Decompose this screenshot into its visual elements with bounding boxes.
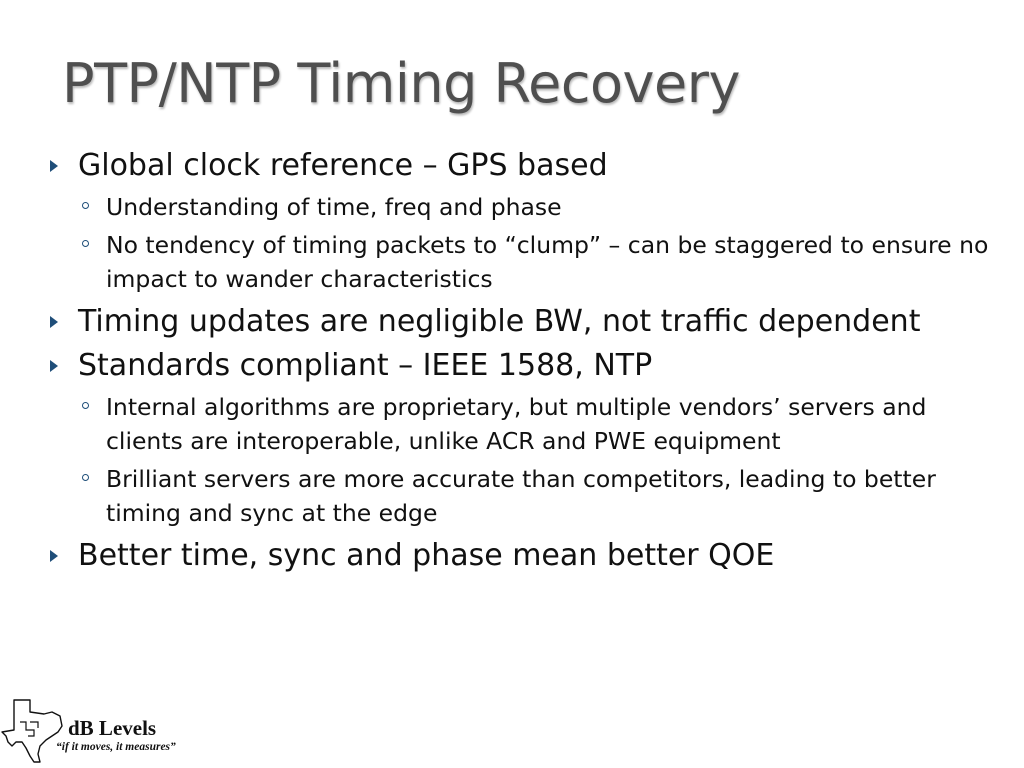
bullet-item	[48, 536, 998, 576]
bullet-text: Standards compliant – IEEE 1588, NTP	[78, 348, 653, 383]
bullet-text: Better time, sync and phase mean better QOE	[78, 538, 775, 573]
sub-bullet-list	[48, 390, 998, 530]
triangle-bullet-icon	[50, 160, 58, 172]
bullet-text: Timing updates are negligible BW, not traffic dependent	[78, 304, 921, 339]
circle-bullet-icon	[82, 402, 89, 409]
circle-bullet-icon	[82, 202, 89, 209]
bullet-item	[48, 346, 998, 386]
bullet-item	[48, 146, 998, 186]
bullet-list	[48, 146, 998, 580]
company-logo	[0, 692, 200, 768]
logo-name: dB Levels	[68, 716, 157, 740]
texas-outline-icon	[0, 692, 70, 768]
sub-bullet-list	[48, 190, 998, 296]
sub-bullet-item	[48, 390, 998, 458]
bullet-text: Global clock reference – GPS based	[78, 148, 608, 183]
sub-bullet-item	[48, 190, 998, 224]
sub-bullet-text: Internal algorithms are proprietary, but multiple vendors’ servers and clients are interoperable, unlike ACR and PWE equipment	[106, 393, 927, 455]
bullet-item	[48, 302, 998, 342]
circle-bullet-icon	[82, 474, 89, 481]
logo-tagline: “if it moves, it measures”	[56, 741, 176, 753]
sub-bullet-text: Brilliant servers are more accurate than competitors, leading to better timing and sync at the edge	[106, 465, 936, 527]
sub-bullet-item	[48, 228, 998, 296]
sub-bullet-text: No tendency of timing packets to “clump” – can be staggered to ensure no impact to wander characteristics	[106, 231, 989, 293]
sub-bullet-text: Understanding of time, freq and phase	[106, 193, 562, 221]
circle-bullet-icon	[82, 240, 89, 247]
slide-title: PTP/NTP Timing Recovery	[62, 52, 740, 115]
sub-bullet-item	[48, 462, 998, 530]
triangle-bullet-icon	[50, 360, 58, 372]
triangle-bullet-icon	[50, 550, 58, 562]
triangle-bullet-icon	[50, 316, 58, 328]
